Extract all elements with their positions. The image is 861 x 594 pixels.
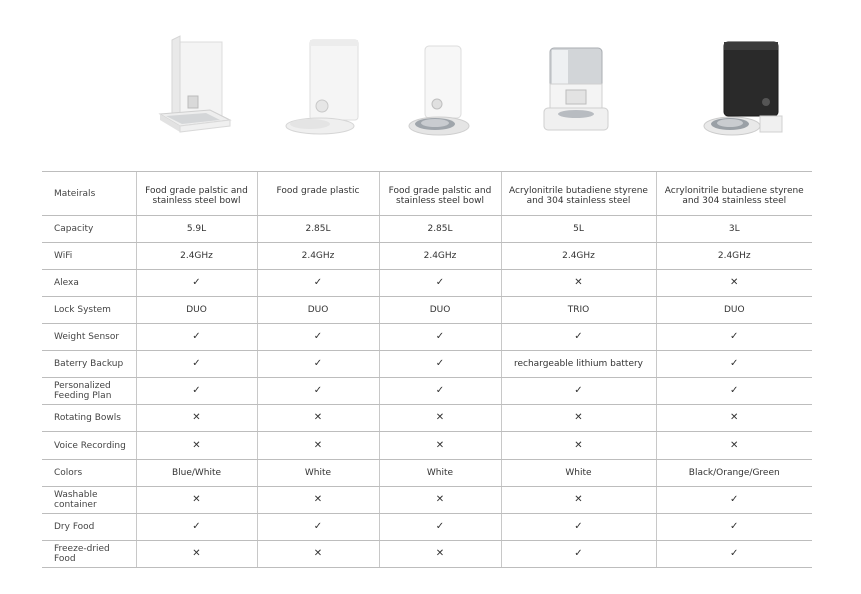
row-label-alexa: Alexa — [42, 270, 136, 297]
table-row-alexa — [42, 270, 812, 297]
cell-colors-product-1: Blue/White — [136, 460, 257, 487]
row-label-colors: Colors — [42, 460, 136, 487]
row-label-washable: Washable container — [42, 487, 136, 514]
table-row-battery — [42, 351, 812, 378]
comparison-table — [42, 171, 812, 568]
row-label-rotating: Rotating Bowls — [42, 405, 136, 432]
cell-colors-product-2: White — [257, 460, 379, 487]
row-label-battery: Baterry Backup — [42, 351, 136, 378]
row-label-dry: Dry Food — [42, 514, 136, 541]
cell-weight-product-4: ✓ — [501, 324, 656, 351]
cell-freeze-product-1: ✕ — [136, 541, 257, 568]
table-row-wifi — [42, 243, 812, 270]
cell-rotating-product-1: ✕ — [136, 405, 257, 432]
cell-dry-product-3: ✓ — [379, 514, 501, 541]
cell-alexa-product-4: ✕ — [501, 270, 656, 297]
product-images — [0, 0, 861, 170]
row-label-wifi: WiFi — [42, 243, 136, 270]
row-label-materials: Mateirals — [42, 172, 136, 216]
cell-dry-product-4: ✓ — [501, 514, 656, 541]
row-label-weight: Weight Sensor — [42, 324, 136, 351]
table-row-feeding — [42, 378, 812, 405]
cell-rotating-product-4: ✕ — [501, 405, 656, 432]
cell-materials-product-5: Acrylonitrile butadiene styrene and 304 stainless steel — [656, 172, 812, 216]
table-row-materials — [42, 172, 812, 216]
cell-colors-product-5: Black/Orange/Green — [656, 460, 812, 487]
cell-feeding-product-5: ✓ — [656, 378, 812, 405]
row-label-feeding: Personalized Feeding Plan — [42, 378, 136, 405]
cell-battery-product-3: ✓ — [379, 351, 501, 378]
cell-lock-product-1: DUO — [136, 297, 257, 324]
cell-washable-product-5: ✓ — [656, 487, 812, 514]
cell-wifi-product-3: 2.4GHz — [379, 243, 501, 270]
cell-dry-product-2: ✓ — [257, 514, 379, 541]
product-image-2 — [280, 36, 370, 140]
cell-materials-product-2: Food grade plastic — [257, 172, 379, 216]
table-row-weight — [42, 324, 812, 351]
cell-colors-product-4: White — [501, 460, 656, 487]
cell-lock-product-5: DUO — [656, 297, 812, 324]
cell-dry-product-5: ✓ — [656, 514, 812, 541]
table-row-washable — [42, 487, 812, 514]
table-row-colors — [42, 460, 812, 487]
cell-feeding-product-2: ✓ — [257, 378, 379, 405]
cell-lock-product-4: TRIO — [501, 297, 656, 324]
row-label-lock: Lock System — [42, 297, 136, 324]
cell-capacity-product-2: 2.85L — [257, 216, 379, 243]
cell-alexa-product-3: ✓ — [379, 270, 501, 297]
cell-freeze-product-5: ✓ — [656, 541, 812, 568]
cell-voice-product-4: ✕ — [501, 432, 656, 460]
cell-washable-product-3: ✕ — [379, 487, 501, 514]
table-row-dry — [42, 514, 812, 541]
cell-capacity-product-1: 5.9L — [136, 216, 257, 243]
cell-battery-product-5: ✓ — [656, 351, 812, 378]
cell-weight-product-2: ✓ — [257, 324, 379, 351]
cell-freeze-product-2: ✕ — [257, 541, 379, 568]
table-row-voice — [42, 432, 812, 460]
cell-washable-product-2: ✕ — [257, 487, 379, 514]
cell-feeding-product-1: ✓ — [136, 378, 257, 405]
row-label-capacity: Capacity — [42, 216, 136, 243]
cell-voice-product-3: ✕ — [379, 432, 501, 460]
cell-lock-product-2: DUO — [257, 297, 379, 324]
cell-voice-product-1: ✕ — [136, 432, 257, 460]
cell-battery-product-1: ✓ — [136, 351, 257, 378]
product-image-5 — [700, 38, 790, 142]
cell-wifi-product-4: 2.4GHz — [501, 243, 656, 270]
cell-washable-product-4: ✕ — [501, 487, 656, 514]
cell-voice-product-5: ✕ — [656, 432, 812, 460]
cell-wifi-product-5: 2.4GHz — [656, 243, 812, 270]
cell-alexa-product-1: ✓ — [136, 270, 257, 297]
cell-capacity-product-5: 3L — [656, 216, 812, 243]
cell-alexa-product-2: ✓ — [257, 270, 379, 297]
cell-capacity-product-4: 5L — [501, 216, 656, 243]
cell-materials-product-4: Acrylonitrile butadiene styrene and 304 stainless steel — [501, 172, 656, 216]
cell-capacity-product-3: 2.85L — [379, 216, 501, 243]
cell-rotating-product-2: ✕ — [257, 405, 379, 432]
cell-lock-product-3: DUO — [379, 297, 501, 324]
cell-feeding-product-4: ✓ — [501, 378, 656, 405]
cell-wifi-product-2: 2.4GHz — [257, 243, 379, 270]
cell-voice-product-2: ✕ — [257, 432, 379, 460]
row-label-voice: Voice Recording — [42, 432, 136, 460]
cell-battery-product-4: rechargeable lithium battery — [501, 351, 656, 378]
cell-feeding-product-3: ✓ — [379, 378, 501, 405]
cell-dry-product-1: ✓ — [136, 514, 257, 541]
cell-rotating-product-5: ✕ — [656, 405, 812, 432]
cell-colors-product-3: White — [379, 460, 501, 487]
cell-wifi-product-1: 2.4GHz — [136, 243, 257, 270]
cell-materials-product-1: Food grade palstic and stainless steel bowl — [136, 172, 257, 216]
table-row-capacity — [42, 216, 812, 243]
cell-washable-product-1: ✕ — [136, 487, 257, 514]
product-image-1 — [150, 34, 240, 144]
cell-weight-product-5: ✓ — [656, 324, 812, 351]
table-row-lock — [42, 297, 812, 324]
cell-alexa-product-5: ✕ — [656, 270, 812, 297]
cell-weight-product-1: ✓ — [136, 324, 257, 351]
product-image-3 — [405, 40, 485, 140]
cell-freeze-product-3: ✕ — [379, 541, 501, 568]
cell-weight-product-3: ✓ — [379, 324, 501, 351]
product-image-4 — [536, 40, 616, 140]
table-row-rotating — [42, 405, 812, 432]
table-row-freeze — [42, 541, 812, 568]
cell-rotating-product-3: ✕ — [379, 405, 501, 432]
table-body — [42, 172, 812, 568]
row-label-freeze: Freeze-dried Food — [42, 541, 136, 568]
cell-materials-product-3: Food grade palstic and stainless steel bowl — [379, 172, 501, 216]
cell-freeze-product-4: ✓ — [501, 541, 656, 568]
cell-battery-product-2: ✓ — [257, 351, 379, 378]
